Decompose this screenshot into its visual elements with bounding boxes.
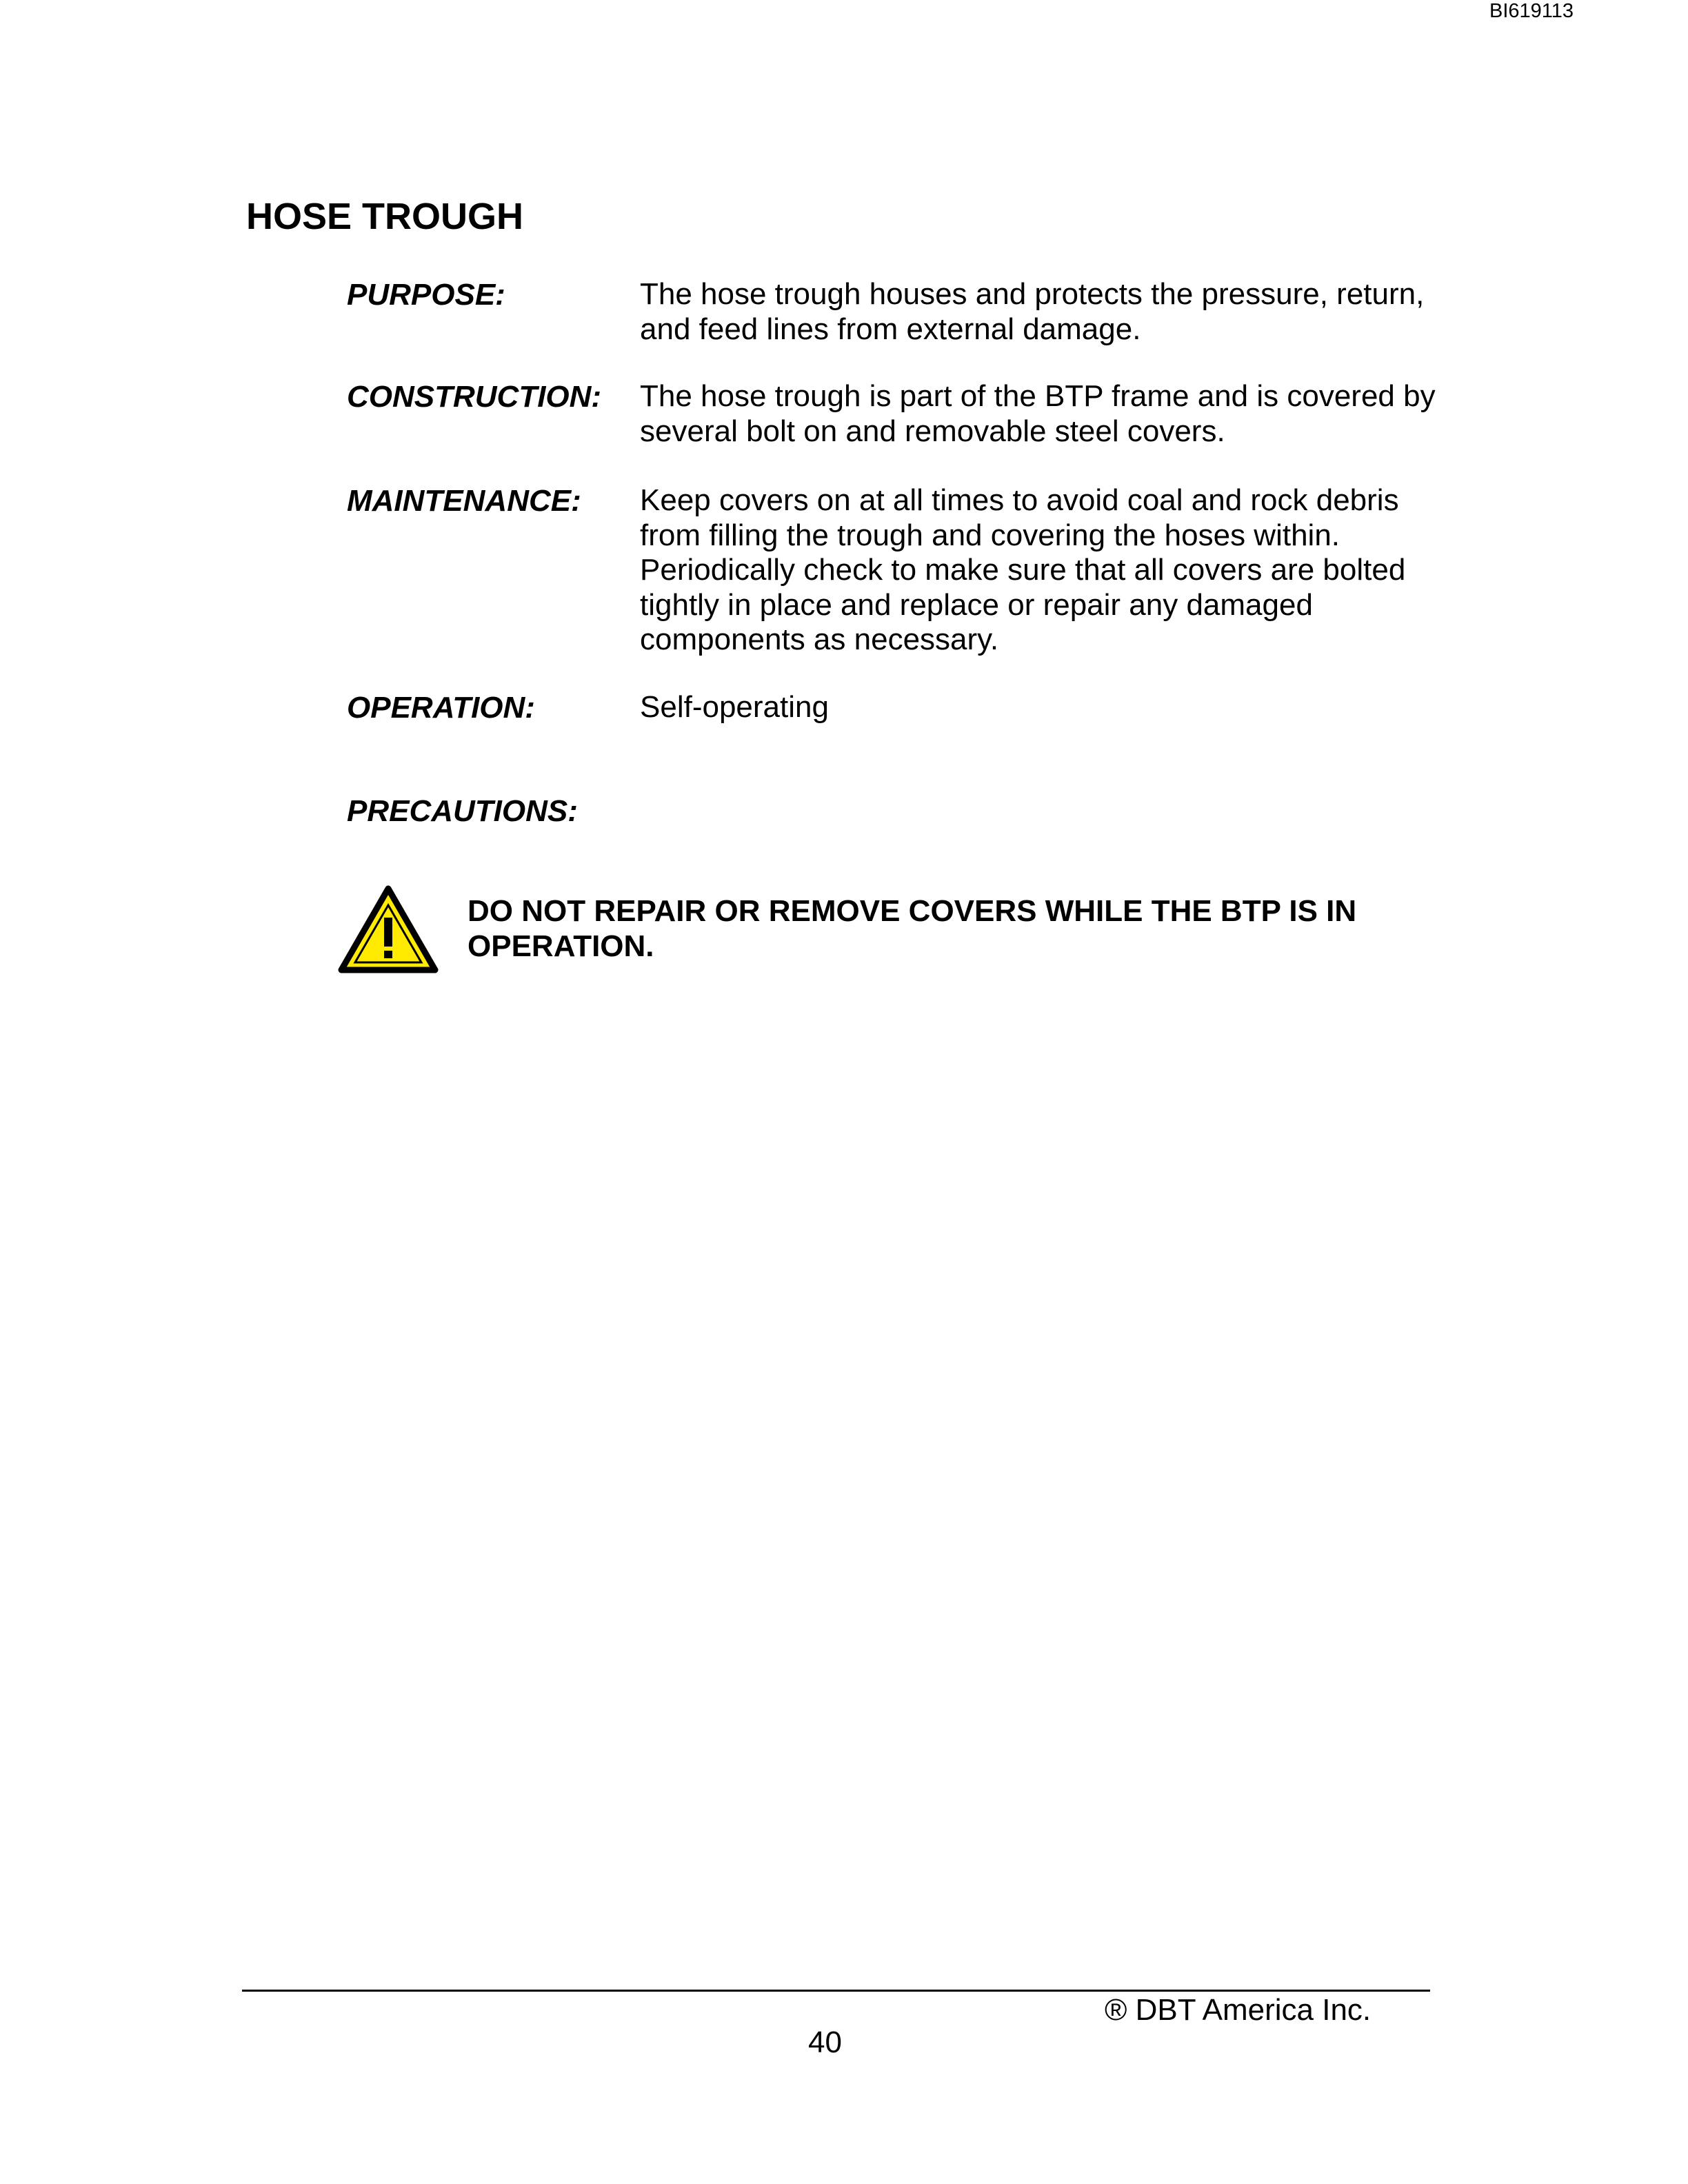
operation-text: Self-operating xyxy=(640,690,829,724)
copyright-notice: ® DBT America Inc. xyxy=(1105,1993,1372,2027)
warning-text: DO NOT REPAIR OR REMOVE COVERS WHILE THE BTP IS IN OPERATION. xyxy=(468,894,1357,963)
page-number: 40 xyxy=(808,2025,842,2059)
operation-label: OPERATION: xyxy=(347,691,535,725)
warning-triangle-icon xyxy=(337,884,439,974)
document-id: BI619113 xyxy=(1489,0,1574,22)
purpose-text: The hose trough houses and protects the pressure, return, and feed lines from external damage. xyxy=(640,277,1425,346)
construction-text: The hose trough is part of the BTP frame and is covered by several bolt on and removable steel covers. xyxy=(640,379,1436,448)
construction-label: CONSTRUCTION: xyxy=(347,380,602,414)
precautions-label: PRECAUTIONS: xyxy=(347,794,578,828)
purpose-label: PURPOSE: xyxy=(347,278,505,312)
maintenance-label: MAINTENANCE: xyxy=(347,484,581,518)
maintenance-text: Keep covers on at all times to avoid coal and rock debris from filling the trough and covering the hoses within. Periodically check to make sure that all covers are bolted tightly in place and replace or repair any damaged components as necessary. xyxy=(640,483,1406,656)
page-title: HOSE TROUGH xyxy=(246,196,524,237)
footer-divider xyxy=(242,1990,1430,1992)
